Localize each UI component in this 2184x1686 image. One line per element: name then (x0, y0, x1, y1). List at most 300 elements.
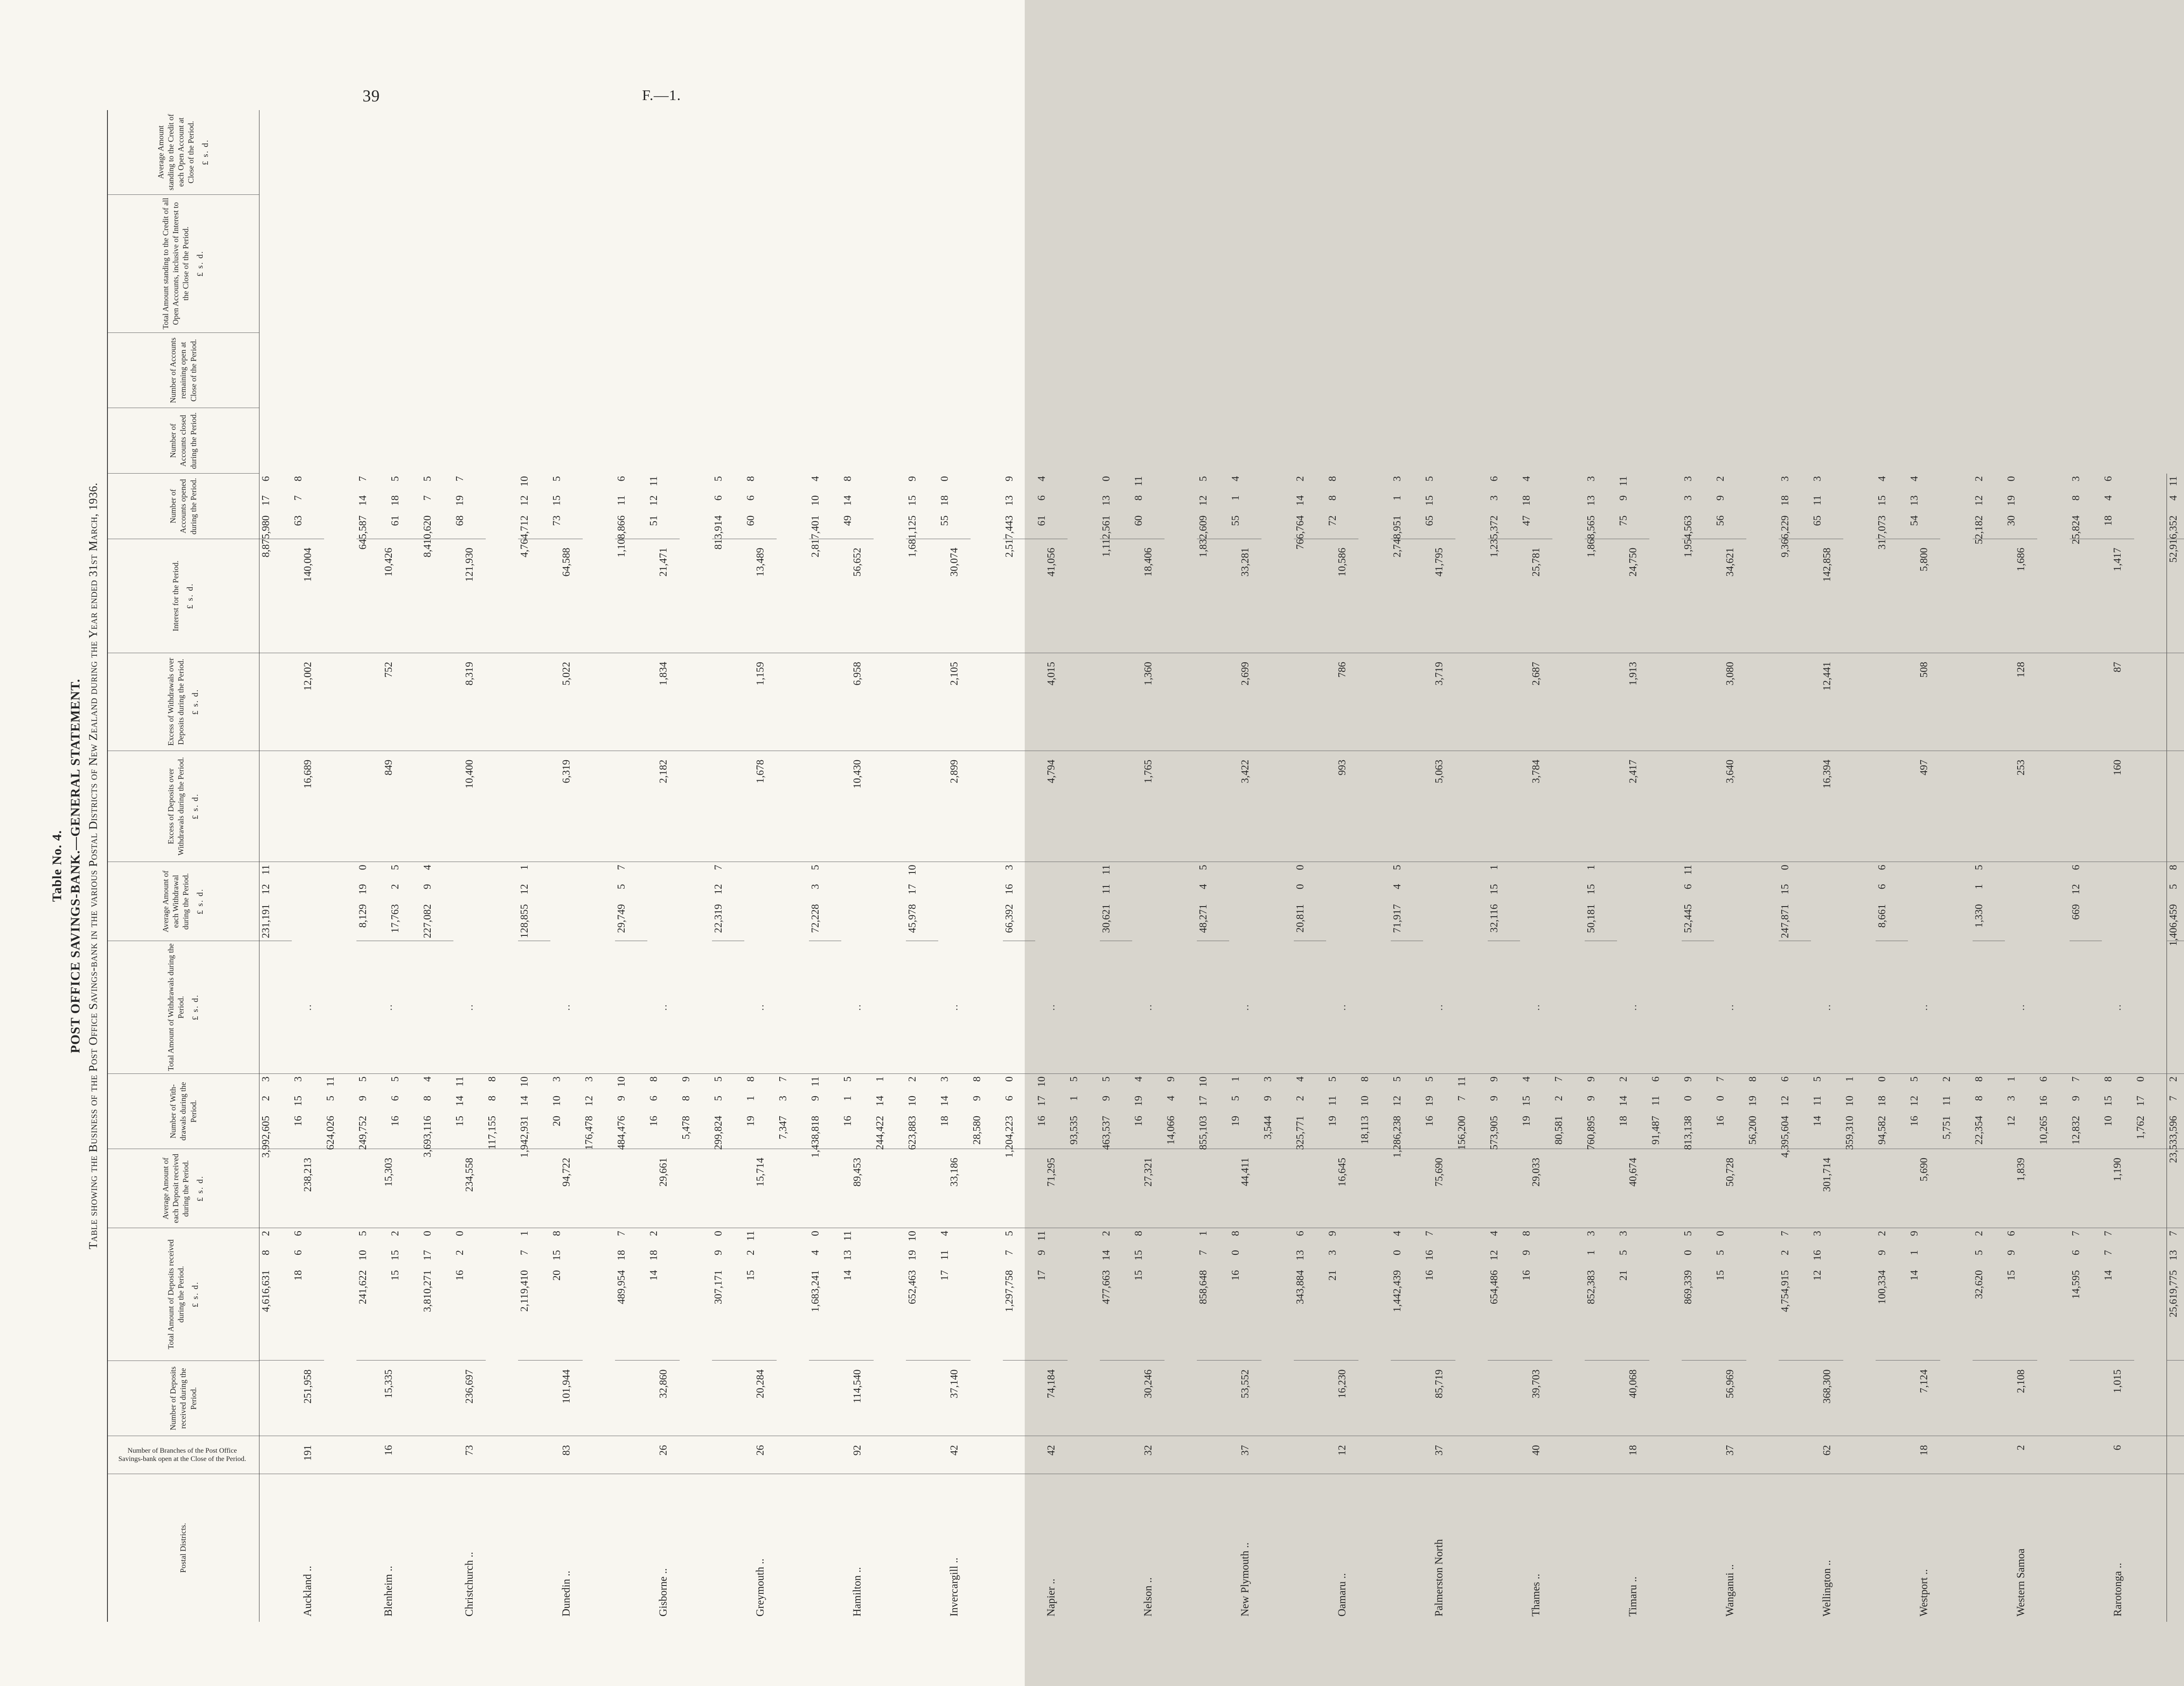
money-value: 852,383 1 3 (1586, 1231, 1597, 1305)
cell-deposit-average (292, 1228, 324, 1361)
cell-total-credit (356, 474, 389, 550)
money-value: 5,751 11 2 (1941, 1076, 1952, 1139)
cell-average-credit (1132, 474, 1165, 539)
cell-branches: 40 (1488, 1436, 1585, 1474)
money-value: 1,442,439 0 4 (1392, 1231, 1403, 1312)
cell-deposits-total (615, 1228, 647, 1361)
cell-deposits-total (2070, 1228, 2102, 1361)
col-header-accounts-closed (107, 408, 259, 474)
cell-branches: 26 (615, 1436, 712, 1474)
cell-withdrawals-count: 94,722 (518, 1149, 615, 1228)
cell-withdrawals-count: 50,728 (1682, 1149, 1779, 1228)
cell-accounts-opened: 497 (1876, 751, 1973, 862)
cell-accounts-open: 41,056 (1003, 539, 1100, 653)
cell-average-credit (1326, 474, 1358, 539)
cell-interest (2070, 862, 2102, 941)
col-header-deposits-count (107, 1361, 259, 1436)
cell-branches: 42 (1003, 1436, 1100, 1474)
cell-branches: 73 (421, 1436, 518, 1474)
money-value: 855,103 17 10 (1198, 1076, 1209, 1150)
currency-unit-label: £ s. d. (190, 793, 200, 820)
cell-withdrawals-count: 16,645 (1294, 1149, 1391, 1228)
cell-withdrawals-count: 71,295 (1003, 1149, 1100, 1228)
cell-total-credit (712, 474, 744, 550)
cell-excess-withdrawals: .. (1779, 941, 1876, 1074)
cell-excess-withdrawals: .. (1488, 941, 1585, 1074)
cell-deposits-total (1682, 1228, 1714, 1361)
money-value: 20,811 0 0 (1295, 865, 1306, 933)
money-value: 14 7 7 (2103, 1231, 2114, 1281)
cell-interest (1779, 862, 1811, 941)
cell-accounts-opened: 993 (1294, 751, 1391, 862)
money-value: 1,438,818 9 11 (810, 1076, 821, 1158)
cell-excess-deposits: .. (356, 941, 421, 1074)
cell-accounts-opened: 10,430 (809, 751, 906, 862)
cell-deposits-total (1391, 1228, 1423, 1361)
table-row (809, 110, 906, 1622)
cell-deposits-total (356, 1228, 389, 1361)
cell-deposits-total (712, 1228, 744, 1361)
money-value: 18 14 3 (939, 1076, 950, 1126)
money-value: 94,582 18 0 (1876, 1076, 1888, 1145)
table-row (356, 110, 421, 1622)
money-value: 9,366,229 18 3 (1780, 476, 1791, 557)
cell-accounts-opened: 5,063 (1391, 751, 1488, 862)
money-value: 72,228 3 5 (810, 865, 821, 933)
currency-unit-label: £ s. d. (190, 689, 200, 715)
cell-deposits-count: 15,335 (356, 1361, 421, 1436)
cell-district: Nelson .. (1142, 1577, 1154, 1617)
cell-total-credit (615, 474, 647, 557)
cell-excess-deposits (1940, 1074, 1973, 1149)
col-header-deposit-average (107, 1149, 259, 1228)
cell-branches: 16 (356, 1436, 421, 1474)
cell-accounts-opened: 1,678 (712, 751, 809, 862)
money-value: 56,200 19 8 (1747, 1076, 1759, 1145)
table-row (2070, 110, 2167, 1622)
money-value: 19 1 8 (745, 1076, 757, 1126)
money-value: 52,182 12 2 (1973, 476, 1985, 544)
cell-excess-withdrawals: .. (259, 941, 357, 1074)
money-value: 14 11 5 (1812, 1076, 1823, 1126)
money-value: 1,112,561 13 0 (1101, 476, 1112, 557)
money-value: 23,533,596 7 2 (2168, 1076, 2179, 1163)
cell-deposits-count: 30,246 (1100, 1361, 1197, 1436)
cell-deposits-total (809, 1228, 841, 1361)
cell-deposits-total (421, 1228, 453, 1361)
cell-withdrawals-total (259, 1074, 292, 1158)
cell-branches (2167, 1436, 2184, 1474)
cell-withdrawal-average (1132, 1074, 1165, 1149)
cell-accounts-open: 25,781 (1488, 539, 1585, 653)
cell-branches: 2 (1973, 1436, 2070, 1474)
cell-withdrawal-average (841, 1074, 874, 1149)
cell-average-credit (389, 474, 421, 539)
cell-withdrawal-average (1035, 1074, 1068, 1149)
cell-withdrawals-count: 29,033 (1488, 1149, 1585, 1228)
cell-withdrawals-count: 27,321 (1100, 1149, 1197, 1228)
cell-district: Dunedin .. (560, 1571, 572, 1617)
cell-deposits-count: 74,184 (1003, 1361, 1100, 1436)
money-value: 176,478 12 3 (584, 1076, 595, 1150)
money-value: 75 9 11 (1618, 476, 1629, 526)
money-value: 20 10 3 (551, 1076, 563, 1126)
cell-withdrawals-total (1488, 1074, 1520, 1149)
cell-withdrawals-total (906, 1074, 938, 1149)
cell-interest (1294, 862, 1326, 941)
table-row (1682, 110, 1779, 1622)
currency-unit-label: £ s. d. (186, 583, 195, 609)
money-value: 247,871 15 0 (1780, 865, 1791, 938)
money-value: 1,108,866 11 6 (616, 476, 627, 557)
cell-withdrawals-total (1779, 1074, 1811, 1158)
cell-excess-deposits (1358, 1074, 1391, 1149)
table-row (1973, 110, 2070, 1622)
money-value: 1,683,241 4 0 (810, 1231, 821, 1312)
cell-excess-withdrawals: .. (1585, 941, 1682, 1074)
money-value: 343,884 13 6 (1295, 1231, 1306, 1305)
cell-accounts-opened: 6,319 (518, 751, 615, 862)
money-value: 47 18 4 (1521, 476, 1532, 526)
cell-deposits-count: 20,284 (712, 1361, 809, 1436)
cell-excess-withdrawals: .. (1003, 941, 1100, 1074)
money-value: 45,978 17 10 (907, 865, 918, 933)
cell-district: New Plymouth .. (1239, 1542, 1251, 1617)
cell-total-credit (1682, 474, 1714, 557)
col-header-label: Total Amount standing to the Credit of all Open Accounts, inclusive of Interest to the Close of the Period. (161, 197, 190, 329)
cell-average-credit (1908, 474, 1940, 539)
cell-deposits-count: 7,124 (1876, 1361, 1973, 1436)
cell-accounts-closed: 786 (1294, 653, 1391, 751)
cell-withdrawals-total (809, 1074, 841, 1158)
cell-accounts-open: 56,652 (809, 539, 906, 653)
cell-withdrawals-total (712, 1074, 744, 1149)
money-value: 17 9 11 (1036, 1231, 1047, 1281)
money-value: 16 19 5 (1424, 1076, 1435, 1126)
money-value: 68 19 7 (454, 476, 466, 526)
money-value: 10,265 16 6 (2038, 1076, 2049, 1145)
cell-withdrawal-average (1617, 1074, 1649, 1149)
cell-deposits-count: 2,108 (1973, 1361, 2070, 1436)
cell-excess-withdrawals: .. (712, 941, 809, 1074)
cell-deposit-average (1326, 1228, 1358, 1361)
money-value: 4,395,604 12 6 (1780, 1076, 1791, 1158)
cell-total-credit (1294, 474, 1326, 550)
table-row (906, 110, 1003, 1622)
col-header-label: Total Amount of Withdrawals during the Period. (166, 943, 185, 1071)
cell-deposit-average (744, 1228, 777, 1361)
cell-interest (518, 862, 550, 941)
cell-excess-withdrawals: .. (1294, 941, 1391, 1074)
cell-interest (1876, 862, 1908, 941)
money-value: 1,286,238 12 5 (1392, 1076, 1403, 1158)
money-value: 65 15 5 (1424, 476, 1435, 526)
cell-excess-deposits (2037, 1074, 2070, 1149)
cell-average-credit (2005, 474, 2037, 539)
cell-withdrawal-average (2102, 1074, 2134, 1149)
col-header-withdrawal-average (107, 862, 259, 941)
money-value: 1,204,223 6 0 (1004, 1076, 1015, 1158)
cell-district: Auckland .. (302, 1566, 314, 1617)
money-value: 63 7 8 (293, 476, 304, 526)
money-value: 16 0 7 (1715, 1076, 1726, 1126)
cell-accounts-open: 24,750 (1585, 539, 1682, 653)
table-row (1876, 110, 1973, 1622)
cell-withdrawals-total (615, 1074, 647, 1149)
col-header-label: Excess of Withdrawals over Deposits during the Period. (166, 658, 185, 746)
cell-interest (259, 862, 292, 941)
cell-withdrawals-count: 301,714 (1779, 1149, 1876, 1228)
money-value: 93,535 1 5 (1068, 1076, 1080, 1145)
money-value: 14,066 4 9 (1165, 1076, 1177, 1145)
col-header-label: Interest for the Period. (171, 561, 180, 631)
cell-deposit-average (647, 1228, 680, 1361)
col-header-label: Average Amount of each Deposit received during the Period. (161, 1153, 190, 1223)
money-value: 51 12 11 (648, 476, 660, 526)
cell-withdrawals-count: 15,714 (712, 1149, 809, 1228)
cell-excess-deposits (324, 1074, 356, 1149)
cell-district: Palmerston North (1433, 1539, 1445, 1617)
cell-deposits-count: 251,958 (259, 1361, 357, 1436)
cell-interest (421, 862, 453, 941)
money-value: 19 15 4 (1521, 1076, 1532, 1126)
cell-deposit-average (1035, 1228, 1068, 1361)
cell-excess-withdrawals (2167, 941, 2184, 1074)
cell-average-credit (453, 474, 486, 539)
money-value: 21 5 3 (1618, 1231, 1629, 1281)
savings-bank-statement-table (107, 110, 2184, 1622)
cell-deposits-count: 114,540 (809, 1361, 906, 1436)
money-value: 32,116 15 1 (1489, 865, 1500, 933)
cell-accounts-closed: 1,834 (615, 653, 712, 751)
cell-average-credit (1035, 474, 1068, 539)
cell-excess-withdrawals: .. (906, 941, 1003, 1074)
cell-district: Gisborne .. (657, 1568, 669, 1617)
cell-excess-deposits (1746, 1074, 1779, 1149)
money-value: 325,771 2 4 (1295, 1076, 1306, 1150)
cell-accounts-closed (2167, 653, 2184, 751)
cell-accounts-closed: 87 (2070, 653, 2167, 751)
cell-deposits-total (2167, 1228, 2184, 1361)
currency-unit-label: £ s. d. (196, 250, 205, 277)
cell-accounts-opened: 10,400 (421, 751, 518, 862)
cell-average-credit (1617, 474, 1649, 539)
money-value: 71,917 4 5 (1392, 865, 1403, 933)
cell-deposits-count: 85,719 (1391, 1361, 1488, 1436)
money-value: 12,832 9 7 (2070, 1076, 2082, 1145)
cell-accounts-open: 142,858 (1779, 539, 1876, 653)
cell-total-credit (1585, 474, 1617, 557)
money-value: 65 11 3 (1812, 476, 1823, 526)
money-value: 1,330 1 5 (1973, 865, 1985, 928)
money-value: 8,129 19 0 (357, 865, 369, 928)
cell-accounts-open: 41,795 (1391, 539, 1488, 653)
cell-interest (1682, 862, 1714, 941)
money-value: 18 6 6 (293, 1231, 304, 1281)
money-value: 60 8 11 (1133, 476, 1144, 526)
cell-excess-withdrawals: .. (2070, 941, 2167, 1074)
cell-accounts-opened: 3,640 (1682, 751, 1779, 862)
cell-excess-deposits (2134, 1074, 2167, 1149)
money-value: 317,073 15 4 (1876, 476, 1888, 550)
cell-excess-withdrawals: .. (809, 941, 906, 1074)
cell-withdrawal-average (1908, 1074, 1940, 1149)
money-value: 3,810,271 17 0 (422, 1231, 433, 1312)
currency-unit-label: £ s. d. (196, 1175, 205, 1201)
cell-deposits-total (1294, 1228, 1326, 1361)
cell-withdrawals-total (1876, 1074, 1908, 1149)
cell-total-credit (1973, 474, 2005, 544)
money-value: 1,681,125 15 9 (907, 476, 918, 557)
cell-withdrawal-average (1326, 1074, 1358, 1149)
cell-deposits-total (518, 1228, 550, 1361)
cell-total-credit (2070, 474, 2102, 544)
cell-withdrawals-count: 44,411 (1197, 1149, 1294, 1228)
cell-district: Thames .. (1530, 1574, 1542, 1617)
cell-excess-deposits (1455, 1074, 1488, 1149)
cell-withdrawals-total (421, 1074, 453, 1158)
cell-branches: 92 (809, 1436, 906, 1474)
cell-deposits-total (1488, 1228, 1520, 1361)
table-row (421, 110, 518, 1622)
cell-withdrawals-total (2070, 1074, 2102, 1149)
cell-deposits-count: 37,140 (906, 1361, 1003, 1436)
table-row (712, 110, 809, 1622)
cell-accounts-opened: 2,899 (906, 751, 1003, 862)
cell-accounts-opened: 253 (1973, 751, 2070, 862)
cell-accounts-closed: 3,719 (1391, 653, 1488, 751)
cell-interest (1391, 862, 1423, 941)
cell-deposits-count (2167, 1361, 2184, 1436)
cell-withdrawal-average (550, 1074, 583, 1149)
cell-interest (615, 862, 647, 941)
money-value: 15 9 6 (2006, 1231, 2017, 1281)
cell-excess-withdrawals: .. (1391, 941, 1488, 1074)
cell-total-credit (1100, 474, 1132, 557)
col-header-interest (107, 539, 259, 653)
cell-accounts-closed: 2,687 (1488, 653, 1585, 751)
cell-deposits-total (1197, 1228, 1229, 1361)
money-value: 8,875,980 17 6 (260, 476, 272, 557)
cell-branches: 83 (518, 1436, 615, 1474)
cell-accounts-closed: 1,913 (1585, 653, 1682, 751)
page-number: 39 (363, 87, 380, 105)
cell-withdrawal-average (647, 1074, 680, 1149)
cell-deposits-count: 368,300 (1779, 1361, 1876, 1436)
cell-withdrawal-average (1811, 1074, 1843, 1149)
cell-withdrawal-average (1229, 1074, 1261, 1149)
cell-excess-deposits (777, 1074, 809, 1149)
cell-branches: 42 (906, 1436, 1003, 1474)
cell-average-credit (647, 474, 680, 539)
cell-average-credit (1714, 474, 1746, 539)
table-body (259, 110, 2184, 1622)
money-value: 16 6 5 (390, 1076, 401, 1126)
cell-excess-withdrawals: .. (421, 941, 518, 1074)
cell-deposit-average (1617, 1228, 1649, 1361)
col-header-label: Excess of Deposits over Withdrawals during the Period. (166, 757, 185, 856)
money-value: 12 16 3 (1812, 1231, 1823, 1281)
cell-branches: 191 (259, 1436, 357, 1474)
money-value: 80,581 2 7 (1553, 1076, 1565, 1145)
cell-withdrawals-total (1973, 1074, 2005, 1149)
money-value: 30,621 11 11 (1101, 865, 1112, 933)
money-value: 669 12 6 (2070, 865, 2082, 920)
cell-deposits-count: 1,015 (2070, 1361, 2167, 1436)
currency-unit-label: £ s. d. (196, 888, 205, 914)
cell-deposits-total (1876, 1228, 1908, 1361)
money-value: 3,992,605 2 3 (260, 1076, 272, 1158)
cell-accounts-open: 21,471 (615, 539, 712, 653)
money-value: 49 14 8 (842, 476, 854, 526)
cell-total-credit (906, 474, 938, 557)
money-value: 760,895 9 9 (1586, 1076, 1597, 1150)
cell-accounts-opened: 1,765 (1100, 751, 1197, 862)
col-header-label: Average Amount of each Withdrawal during the Period. (161, 870, 190, 932)
money-value: 55 18 0 (939, 476, 950, 526)
money-value: 117,155 8 8 (487, 1076, 498, 1150)
cell-accounts-closed: 128 (1973, 653, 2070, 751)
cell-deposit-average (1229, 1228, 1261, 1361)
col-header-total-credit (107, 194, 259, 332)
table-titles (49, 110, 100, 1622)
money-value: 66,392 16 3 (1004, 865, 1015, 933)
cell-branches: 62 (1779, 1436, 1876, 1474)
cell-interest (1585, 862, 1617, 941)
money-value: 1,297,758 7 5 (1004, 1231, 1015, 1312)
cell-deposit-average (938, 1228, 971, 1361)
cell-deposit-average (2005, 1228, 2037, 1361)
money-value: 14 13 11 (842, 1231, 854, 1281)
cell-average-credit (1811, 474, 1843, 539)
cell-deposits-count: 53,552 (1197, 1361, 1294, 1436)
cell-district: Wellington .. (1821, 1560, 1833, 1617)
cell-excess-withdrawals: .. (1197, 941, 1294, 1074)
money-value: 16 9 8 (1521, 1231, 1532, 1281)
money-value: 60 6 8 (745, 476, 757, 526)
cell-withdrawal-average (389, 1074, 421, 1149)
money-value: 1,868,565 13 3 (1586, 476, 1597, 557)
money-value: 20 15 8 (551, 1231, 563, 1281)
cell-accounts-open: 64,588 (518, 539, 615, 653)
cell-deposits-count: 32,860 (615, 1361, 712, 1436)
col-header-district (107, 1474, 259, 1622)
cell-deposits-count: 56,969 (1682, 1361, 1779, 1436)
cell-branches: 18 (1585, 1436, 1682, 1474)
cell-average-credit (2102, 474, 2134, 539)
col-header-label: Number of Withdrawals during the Period. (169, 1082, 198, 1141)
cell-accounts-closed: 752 (356, 653, 421, 751)
money-value: 307,171 9 0 (713, 1231, 724, 1305)
money-value: 654,486 12 4 (1489, 1231, 1500, 1305)
cell-deposit-average (1811, 1228, 1843, 1361)
money-value: 1,762 17 0 (2135, 1076, 2146, 1139)
table-row (1100, 110, 1197, 1622)
table-row (259, 110, 357, 1622)
cell-deposits-total (1585, 1228, 1617, 1361)
money-value: 766,764 14 2 (1295, 476, 1306, 550)
cell-accounts-opened: 160 (2070, 751, 2167, 862)
cell-total-credit (1391, 474, 1423, 557)
col-header-excess-withdrawals (107, 653, 259, 751)
cell-excess-deposits (1552, 1074, 1585, 1149)
cell-accounts-closed: 4,015 (1003, 653, 1100, 751)
col-header-label: Number of Accounts remaining open at Close of the Period. (169, 337, 198, 403)
cell-branches: 37 (1682, 1436, 1779, 1474)
money-value: 231,191 12 11 (260, 865, 272, 938)
cell-accounts-open: 140,004 (259, 539, 357, 653)
cell-withdrawal-average (292, 1074, 324, 1149)
